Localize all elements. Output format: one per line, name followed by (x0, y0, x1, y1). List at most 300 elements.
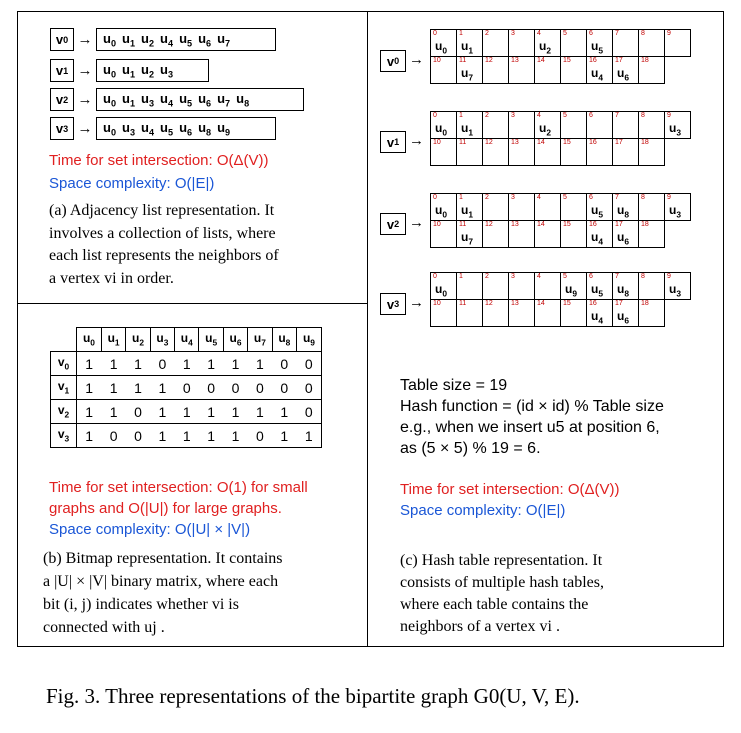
column-header: $u_0$ (77, 328, 102, 352)
hash-slot (482, 138, 509, 166)
slot-index: 0 (433, 112, 437, 119)
slot-value: $u_0$ (435, 121, 448, 138)
hash-slot (508, 272, 535, 300)
adjacency-caption-line: (a) Adjacency list representation. It (49, 202, 275, 219)
slot-index: 1 (459, 112, 463, 119)
matrix-cell: 0 (272, 352, 296, 376)
slot-index: 15 (563, 300, 571, 307)
slot-index: 6 (589, 30, 593, 37)
matrix-cell: 0 (272, 376, 296, 400)
hash-slot (430, 299, 457, 327)
slot-index: 18 (641, 300, 649, 307)
matrix-cell: 0 (175, 376, 199, 400)
slot-index: 11 (459, 300, 467, 307)
row-header: $v_1$ (51, 376, 77, 400)
slot-index: 11 (459, 139, 467, 146)
matrix-cell: 0 (150, 352, 174, 376)
slot-index: 3 (511, 30, 515, 37)
slot-index: 9 (667, 30, 671, 37)
slot-value: $u_3$ (669, 121, 682, 138)
column-header: $u_6$ (223, 328, 247, 352)
slot-value: $u_4$ (591, 66, 604, 83)
matrix-cell: 1 (77, 352, 102, 376)
matrix-cell: 0 (297, 376, 322, 400)
hash-slot (560, 193, 587, 221)
neighbor-item: $u_0$ (103, 30, 117, 49)
neighbor-item: $u_6$ (198, 30, 212, 49)
hash-slot (560, 299, 587, 327)
hash-slot (612, 138, 639, 166)
slot-index: 14 (537, 221, 545, 228)
hash-slot (612, 111, 639, 139)
matrix-cell: 1 (199, 400, 223, 424)
hash-slot (560, 56, 587, 84)
hash-slot (456, 299, 483, 327)
slot-value: $u_4$ (591, 309, 604, 326)
hash-slot (612, 299, 639, 327)
column-header: $u_3$ (150, 328, 174, 352)
neighbor-item: $u_1$ (122, 90, 136, 109)
bitmap-space-text: Space complexity: O(|U| × |V|) (49, 521, 251, 538)
neighbor-item: $u_7$ (217, 90, 231, 109)
hash-slot (586, 138, 613, 166)
slot-value: $u_9$ (565, 282, 578, 299)
hash-slot (534, 29, 561, 57)
matrix-cell: 1 (297, 424, 322, 448)
neighbor-item: $u_8$ (198, 119, 212, 138)
hash-slot (612, 220, 639, 248)
hash-slot (508, 29, 535, 57)
bitmap-caption-line: connected with uj . (43, 619, 165, 636)
slot-index: 6 (589, 273, 593, 280)
hash-slot (534, 138, 561, 166)
matrix-cell: 1 (101, 352, 125, 376)
slot-value: $u_0$ (435, 282, 448, 299)
arrow-right-icon: → (77, 120, 93, 137)
hash-slot (612, 193, 639, 221)
slot-index: 14 (537, 57, 545, 64)
slot-index: 1 (459, 273, 463, 280)
slot-index: 18 (641, 139, 649, 146)
matrix-cell: 1 (175, 352, 199, 376)
bitmap-time-line1: Time for set intersection: O(1) for small (49, 479, 308, 496)
hash-slot (508, 111, 535, 139)
neighbor-item: $u_1$ (122, 30, 136, 49)
hash-caption-line: consists of multiple hash tables, (400, 574, 604, 591)
hash-slot (586, 56, 613, 84)
slot-index: 5 (563, 194, 567, 201)
slot-index: 8 (641, 112, 645, 119)
slot-index: 5 (563, 30, 567, 37)
bitmap-caption-line: bit (i, j) indicates whether vi is (43, 596, 239, 613)
slot-index: 10 (433, 139, 441, 146)
matrix-cell: 0 (223, 376, 247, 400)
matrix-cell: 1 (150, 400, 174, 424)
hash-slot (638, 220, 665, 248)
hash-slot (456, 272, 483, 300)
matrix-cell: 1 (126, 376, 150, 400)
slot-value: $u_0$ (435, 39, 448, 56)
neighbor-item: $u_7$ (217, 30, 231, 49)
figure-caption: Fig. 3. Three representations of the bipartite graph G0(U, V, E). (46, 684, 580, 708)
slot-index: 15 (563, 139, 571, 146)
hash-slot (456, 29, 483, 57)
hash-slot (664, 29, 691, 57)
vertex-label: v 2 (50, 88, 74, 111)
slot-index: 12 (485, 300, 493, 307)
hash-slot (638, 29, 665, 57)
matrix-cell: 1 (199, 352, 223, 376)
matrix-cell: 1 (77, 424, 102, 448)
hash-slot (534, 111, 561, 139)
hash-slot (508, 220, 535, 248)
slot-value: $u_5$ (591, 39, 604, 56)
neighbor-list (96, 117, 276, 140)
neighbor-item: $u_2$ (141, 61, 155, 80)
slot-index: 2 (485, 273, 489, 280)
slot-index: 9 (667, 194, 671, 201)
matrix-cell: 0 (126, 424, 150, 448)
hash-info (400, 375, 664, 459)
hash-vertex-label: v 1 (380, 131, 406, 153)
neighbor-item: $u_5$ (160, 119, 174, 138)
hash-slot (456, 220, 483, 248)
slot-value: $u_4$ (591, 230, 604, 247)
slot-index: 1 (459, 194, 463, 201)
hash-slot (482, 111, 509, 139)
adjacency-caption-line: involves a collection of lists, where (49, 224, 276, 242)
matrix-cell: 1 (223, 424, 247, 448)
slot-index: 4 (537, 194, 541, 201)
slot-index: 12 (485, 139, 493, 146)
arrow-right-icon: → (409, 51, 424, 68)
matrix-cell: 0 (101, 424, 125, 448)
matrix-row (51, 424, 322, 448)
column-header: $u_8$ (272, 328, 296, 352)
hash-slot (430, 220, 457, 248)
matrix-cell: 0 (248, 424, 272, 448)
neighbor-item: $u_5$ (179, 30, 193, 49)
hash-slot (586, 29, 613, 57)
hash-info-line: Table size = 19 (400, 377, 508, 394)
hash-info-line: e.g., when we insert u5 at position 6, (400, 419, 660, 436)
hash-slot (638, 272, 665, 300)
slot-index: 17 (615, 57, 623, 64)
hash-slot (612, 272, 639, 300)
matrix-cell: 1 (199, 424, 223, 448)
neighbor-item: $u_4$ (141, 119, 155, 138)
neighbor-item: $u_4$ (160, 30, 174, 49)
slot-index: 16 (589, 300, 597, 307)
row-header: $v_3$ (51, 424, 77, 448)
hash-slot (534, 193, 561, 221)
adjacency-space-text: Space complexity: O(|E|) (49, 175, 215, 192)
arrow-right-icon: → (77, 62, 93, 79)
neighbor-item: $u_4$ (160, 90, 174, 109)
hash-slot (586, 299, 613, 327)
slot-index: 0 (433, 273, 437, 280)
slot-index: 4 (537, 273, 541, 280)
slot-index: 8 (641, 30, 645, 37)
hash-slot (612, 56, 639, 84)
slot-index: 6 (589, 112, 593, 119)
matrix-cell: 1 (101, 376, 125, 400)
slot-index: 3 (511, 112, 515, 119)
matrix-cell: 0 (248, 376, 272, 400)
arrow-right-icon: → (77, 91, 93, 108)
slot-index: 14 (537, 300, 545, 307)
neighbor-list (96, 88, 304, 111)
slot-value: $u_6$ (617, 230, 630, 247)
matrix-cell: 1 (223, 352, 247, 376)
matrix-row (51, 352, 322, 376)
neighbor-list (96, 59, 209, 82)
slot-value: $u_6$ (617, 309, 630, 326)
arrow-right-icon: → (77, 31, 93, 48)
hash-slot (638, 111, 665, 139)
matrix-cell: 1 (77, 376, 102, 400)
hash-slot (482, 299, 509, 327)
slot-index: 3 (511, 273, 515, 280)
slot-value: $u_1$ (461, 121, 474, 138)
slot-index: 11 (459, 57, 467, 64)
neighbor-item: $u_6$ (198, 90, 212, 109)
neighbor-item: $u_9$ (217, 119, 231, 138)
hash-slot (482, 272, 509, 300)
slot-value: $u_1$ (461, 203, 474, 220)
hash-slot (664, 111, 691, 139)
slot-index: 16 (589, 221, 597, 228)
hash-slot (508, 138, 535, 166)
slot-index: 11 (459, 221, 467, 228)
slot-index: 10 (433, 57, 441, 64)
hash-slot (612, 29, 639, 57)
hash-slot (560, 111, 587, 139)
hash-space-text: Space complexity: O(|E|) (400, 502, 566, 519)
adjacency-row (50, 28, 276, 51)
adjacency-row (50, 59, 209, 82)
hash-slot (456, 138, 483, 166)
neighbor-item: $u_3$ (122, 119, 136, 138)
hash-slot (430, 29, 457, 57)
slot-index: 13 (511, 139, 519, 146)
hash-slot (560, 29, 587, 57)
hash-slot (430, 56, 457, 84)
hash-slot (586, 193, 613, 221)
hash-slot (534, 272, 561, 300)
hash-slot (638, 299, 665, 327)
matrix-cell: 1 (126, 352, 150, 376)
slot-index: 16 (589, 139, 597, 146)
slot-index: 16 (589, 57, 597, 64)
slot-index: 3 (511, 194, 515, 201)
slot-index: 18 (641, 57, 649, 64)
bitmap-matrix (50, 327, 322, 448)
matrix-cell: 1 (77, 400, 102, 424)
slot-index: 15 (563, 57, 571, 64)
slot-index: 14 (537, 139, 545, 146)
hash-slot (638, 56, 665, 84)
hash-slot (560, 272, 587, 300)
horizontal-divider (17, 303, 367, 304)
vertex-label: v 3 (50, 117, 74, 140)
slot-index: 15 (563, 221, 571, 228)
hash-slot (456, 193, 483, 221)
matrix-cell: 0 (126, 400, 150, 424)
bitmap-time-line2: graphs and O(|U|) for large graphs. (49, 500, 282, 517)
hash-slot (430, 111, 457, 139)
hash-slot (482, 29, 509, 57)
matrix-cell: 1 (150, 376, 174, 400)
neighbor-list (96, 28, 276, 51)
hash-slot (430, 193, 457, 221)
bitmap-caption-line: a |U| × |V| binary matrix, where each (43, 573, 279, 590)
matrix-cell: 1 (272, 424, 296, 448)
hash-time-text: Time for set intersection: O(Δ(V)) (400, 481, 620, 498)
hash-caption-line: neighbors of a vertex vi . (400, 618, 560, 635)
neighbor-item: $u_0$ (103, 90, 117, 109)
matrix-cell: 1 (150, 424, 174, 448)
hash-slot (482, 56, 509, 84)
neighbor-item: $u_6$ (179, 119, 193, 138)
hash-slot (586, 272, 613, 300)
hash-slot (456, 56, 483, 84)
slot-index: 5 (563, 273, 567, 280)
matrix-cell: 0 (199, 376, 223, 400)
slot-index: 8 (641, 194, 645, 201)
slot-value: $u_8$ (617, 203, 630, 220)
neighbor-item: $u_1$ (122, 61, 136, 80)
matrix-cell: 1 (248, 400, 272, 424)
slot-value: $u_5$ (591, 282, 604, 299)
adjacency-caption-line: a vertex vi in order. (49, 269, 174, 287)
hash-slot (534, 299, 561, 327)
matrix-cell: 1 (101, 400, 125, 424)
slot-index: 9 (667, 273, 671, 280)
slot-index: 10 (433, 300, 441, 307)
hash-slot (482, 220, 509, 248)
hash-info-line: as (5 × 5) % 19 = 6. (400, 440, 541, 457)
neighbor-item: $u_3$ (160, 61, 174, 80)
slot-value: $u_0$ (435, 203, 448, 220)
slot-index: 17 (615, 221, 623, 228)
slot-value: $u_6$ (617, 66, 630, 83)
slot-index: 0 (433, 194, 437, 201)
slot-index: 8 (641, 273, 645, 280)
slot-index: 2 (485, 30, 489, 37)
slot-value: $u_7$ (461, 230, 474, 247)
slot-value: $u_2$ (539, 39, 552, 56)
hash-slot (456, 111, 483, 139)
arrow-right-icon: → (409, 132, 424, 149)
slot-index: 13 (511, 221, 519, 228)
slot-index: 17 (615, 139, 623, 146)
hash-slot (586, 220, 613, 248)
row-header: $v_2$ (51, 400, 77, 424)
slot-value: $u_3$ (669, 203, 682, 220)
adjacency-caption (49, 200, 279, 290)
slot-value: $u_2$ (539, 121, 552, 138)
hash-caption-line: (c) Hash table representation. It (400, 552, 603, 569)
slot-value: $u_1$ (461, 39, 474, 56)
neighbor-item: $u_2$ (141, 30, 155, 49)
bitmap-caption (43, 547, 282, 639)
matrix-cell: 1 (175, 424, 199, 448)
slot-index: 13 (511, 300, 519, 307)
adjacency-caption-line: each list represents the neighbors of (49, 247, 279, 264)
slot-index: 7 (615, 112, 619, 119)
slot-index: 10 (433, 221, 441, 228)
slot-index: 4 (537, 30, 541, 37)
vertex-label: v 0 (50, 28, 74, 51)
hash-slot (560, 220, 587, 248)
hash-slot (664, 272, 691, 300)
hash-info-line: Hash function = (id × id) % Table size (400, 398, 664, 415)
hash-slot (430, 138, 457, 166)
matrix-row (51, 400, 322, 424)
adjacency-row (50, 88, 304, 111)
hash-slot (638, 138, 665, 166)
slot-index: 7 (615, 194, 619, 201)
slot-index: 17 (615, 300, 623, 307)
slot-value: $u_7$ (461, 66, 474, 83)
hash-vertex-label: v 3 (380, 293, 406, 315)
hash-vertex-label: v 0 (380, 50, 406, 72)
slot-index: 12 (485, 221, 493, 228)
slot-index: 18 (641, 221, 649, 228)
hash-slot (430, 272, 457, 300)
neighbor-item: $u_5$ (179, 90, 193, 109)
adjacency-row (50, 117, 276, 140)
adjacency-time-text: Time for set intersection: O(Δ(V)) (49, 152, 269, 169)
slot-index: 13 (511, 57, 519, 64)
hash-caption-line: where each table contains the (400, 596, 589, 613)
slot-index: 6 (589, 194, 593, 201)
slot-value: $u_5$ (591, 203, 604, 220)
slot-index: 4 (537, 112, 541, 119)
slot-index: 12 (485, 57, 493, 64)
slot-index: 5 (563, 112, 567, 119)
neighbor-item: $u_0$ (103, 119, 117, 138)
hash-slot (586, 111, 613, 139)
slot-index: 7 (615, 30, 619, 37)
hash-slot (508, 193, 535, 221)
hash-slot (560, 138, 587, 166)
matrix-cell: 1 (272, 400, 296, 424)
bitmap-caption-line: (b) Bitmap representation. It contains (43, 550, 283, 567)
column-header: $u_2$ (126, 328, 150, 352)
slot-index: 2 (485, 194, 489, 201)
hash-slot (508, 299, 535, 327)
arrow-right-icon: → (409, 214, 424, 231)
neighbor-item: $u_3$ (141, 90, 155, 109)
matrix-row (51, 376, 322, 400)
slot-index: 7 (615, 273, 619, 280)
hash-slot (638, 193, 665, 221)
arrow-right-icon: → (409, 294, 424, 311)
column-header: $u_1$ (101, 328, 125, 352)
hash-slot (508, 56, 535, 84)
slot-index: 1 (459, 30, 463, 37)
hash-slot (534, 220, 561, 248)
hash-slot (664, 193, 691, 221)
column-header: $u_4$ (175, 328, 199, 352)
matrix-cell: 1 (248, 352, 272, 376)
vertex-label: v 1 (50, 59, 74, 82)
slot-index: 0 (433, 30, 437, 37)
matrix-cell: 0 (297, 400, 322, 424)
matrix-cell: 1 (223, 400, 247, 424)
